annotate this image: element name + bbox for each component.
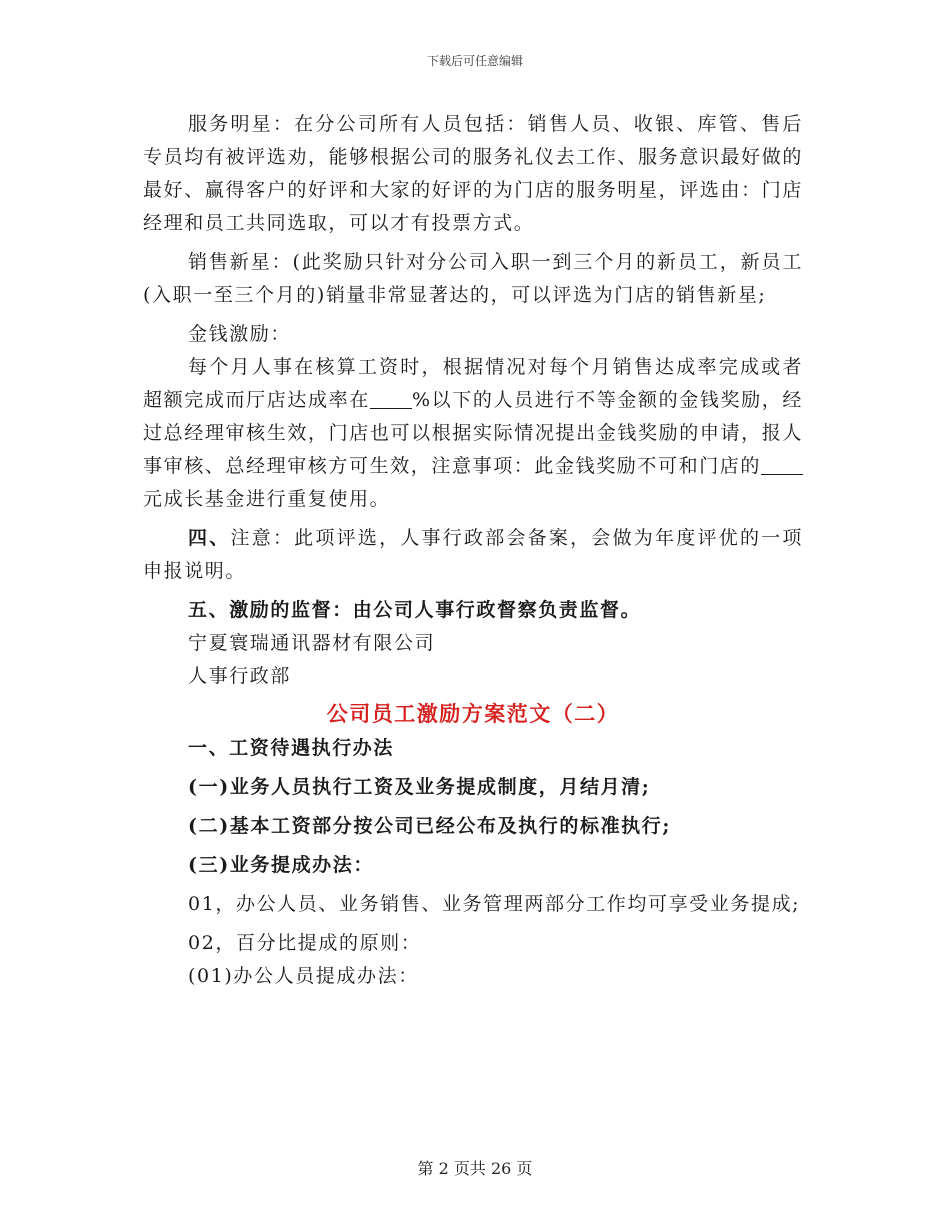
paragraph-money-incentive [143, 351, 803, 516]
paragraph-commission-02: 02，百分比提成的原则： [188, 932, 422, 954]
money-text-a: 每个月人事在核算工资时，根据情况对每个月销售达成率完成或者超额完成而厅店达成率在 [143, 356, 803, 411]
money-text-b: %以下的人员进行不等金额的金钱奖励，经过总经理审核生效，门店也可以根据实际情况提出金钱奖励的申请，报人事审核、总经理审核方可生效，注意事项：此金钱奖励不可和门店的 [143, 389, 803, 477]
page-header: 下载后可任意编辑 [426, 54, 523, 68]
company-name: 宁夏寰瑞通讯器材有限公司 [188, 632, 436, 654]
blank-field-amount [761, 454, 803, 475]
notice-text: 注意：此项评选，人事行政部会备案，会做为年度评优的一项申报说明。 [143, 527, 804, 582]
document-body [143, 108, 803, 993]
notice-number: 四、 [188, 527, 231, 549]
blank-field-percent [370, 388, 412, 409]
paragraph-sales-star: 销售新星：(此奖励只针对分公司入职一到三个月的新员工，新员工(入职一至三个月的)销量非常显著达的，可以评选为门店的销售新星; [143, 251, 803, 306]
paragraph-service-star: 服务明星：在分公司所有人员包括：销售人员、收银、库管、售后专员均有被评选劝，能够根据公司的服务礼仪去工作、服务意识最好做的最好、赢得客户的好评和大家的好评的为门店的服务明星，评选由：门店经理和员工共同选取，可以才有投票方式。 [143, 113, 803, 234]
heading-salary-3: (三)业务提成办法： [188, 854, 374, 876]
page-footer: 第 2 页共 26 页 [417, 1159, 533, 1178]
heading-salary-1: (一)业务人员执行工资及业务提成制度，月结月清; [188, 776, 651, 798]
section-title: 公司员工激励方案范文（二） [326, 701, 620, 726]
department-name: 人事行政部 [188, 665, 292, 687]
heading-salary-2: (二)基本工资部分按公司已经公布及执行的标准执行; [188, 815, 671, 837]
heading-salary: 一、工资待遇执行办法 [188, 737, 395, 759]
paragraph-notice [143, 522, 803, 588]
paragraph-supervision: 五、激励的监督：由公司人事行政督察负责监督。 [188, 599, 642, 621]
paragraph-money-incentive-heading: 金钱激励： [188, 323, 292, 345]
paragraph-commission-office: (01)办公人员提成办法： [188, 965, 419, 987]
paragraph-commission-01: 01，办公人员、业务销售、业务管理两部分工作均可享受业务提成; [188, 893, 801, 915]
money-text-c: 元成长基金进行重复使用。 [143, 488, 391, 510]
